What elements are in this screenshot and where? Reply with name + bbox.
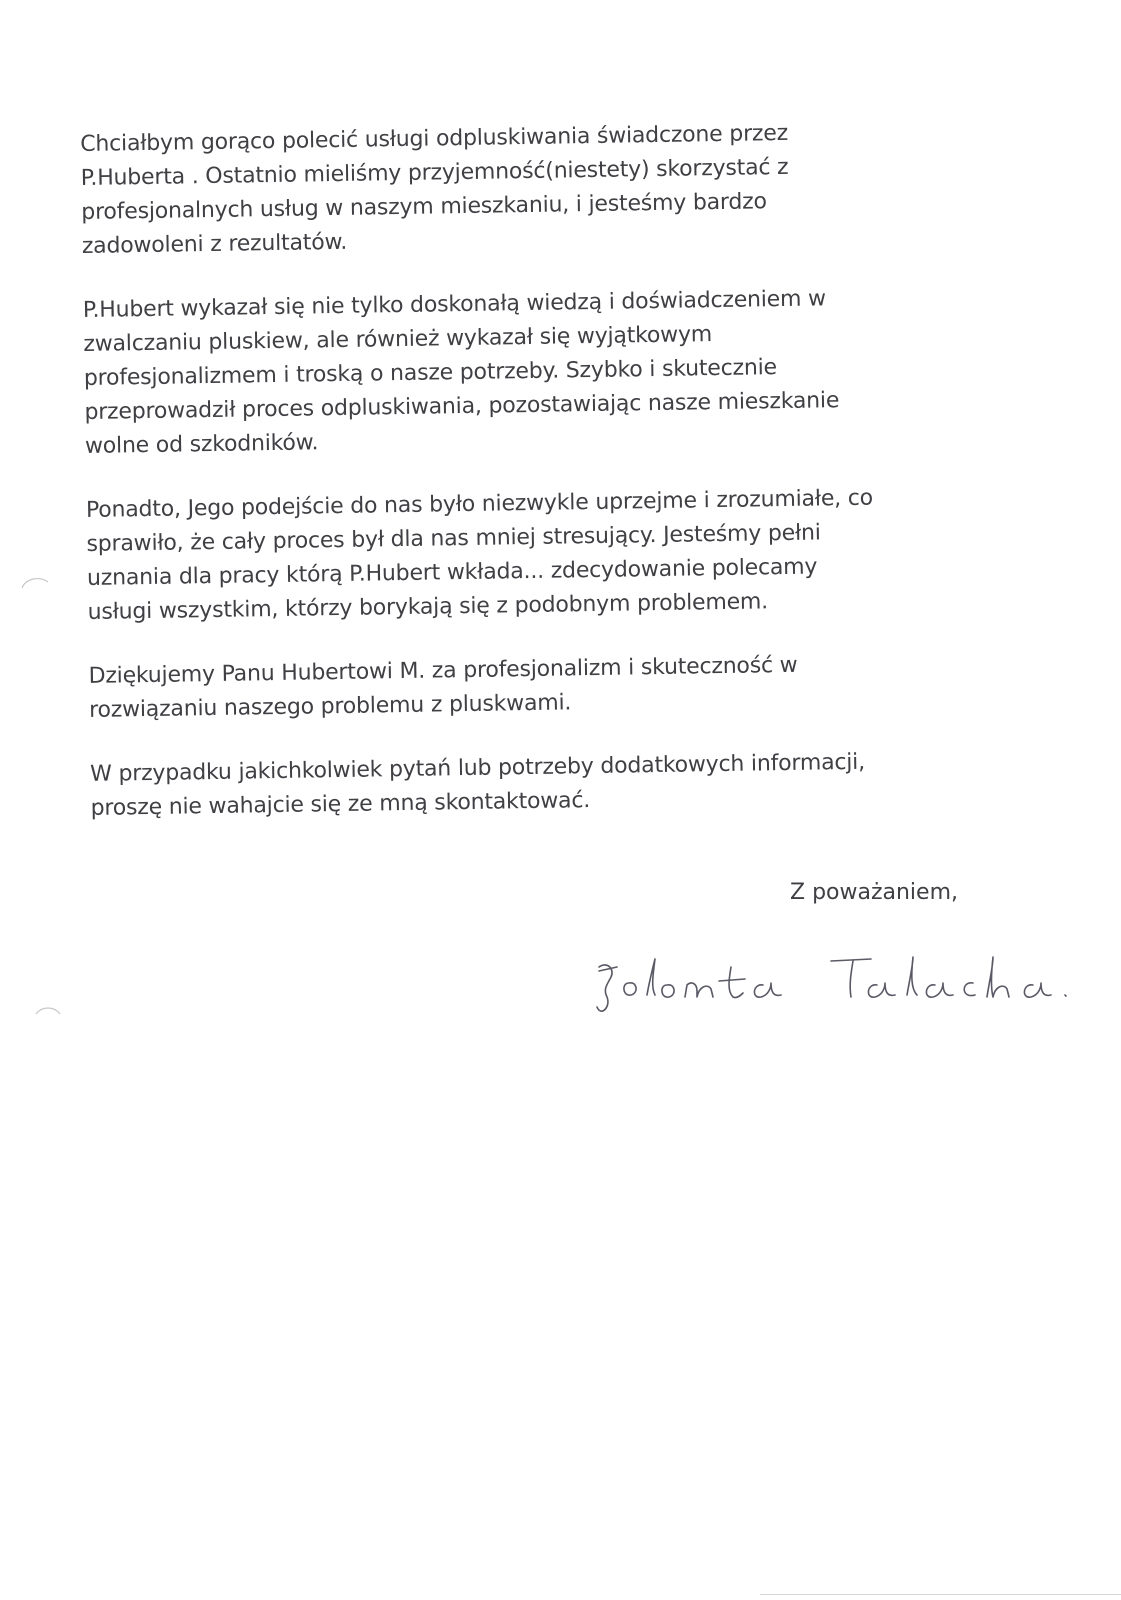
text-line: proszę nie wahajcie się ze mną skontaktować. <box>90 788 591 821</box>
text-line: Dziękujemy Panu Hubertowi M. za profesjonalizm i skuteczność w <box>88 652 798 689</box>
text-line: P.Hubert wykazał się nie tylko doskonałą wiedzą i doświadczeniem w <box>82 286 827 323</box>
paragraph-5 <box>90 744 971 826</box>
text-line: P.Huberta . Ostatnio mieliśmy przyjemność(niestety) skorzystać z <box>80 154 789 191</box>
letter-body <box>80 114 971 856</box>
paragraph-1 <box>80 114 962 264</box>
punch-hole-mark <box>34 1000 64 1020</box>
paragraph-2 <box>83 280 966 464</box>
text-line: profesjonalizmem i troską o nasze potrzeby. Szybko i skutecznie <box>83 355 778 391</box>
text-line: Ponadto, Jego podejście do nas było niezwykle uprzejme i zrozumiałe, co <box>85 485 874 523</box>
text-line: przeprowadził proces odpluskiwania, pozostawiając nasze mieszkanie <box>84 388 840 425</box>
text-line: profesjonalnych usług w naszym mieszkaniu, i jesteśmy bardzo <box>81 189 767 225</box>
text-line: W przypadku jakichkolwiek pytań lub potrzeby dodatkowych informacji, <box>89 749 866 787</box>
text-line: usługi wszystkim, którzy borykają się z podobnym problemem. <box>87 589 769 625</box>
text-line: zwalczaniu pluskiew, ale również wykazał się wyjątkowym <box>83 322 713 357</box>
punch-hole-mark <box>20 572 50 592</box>
text-line: sprawiło, że cały proces był dla nas mniej stresujący. Jesteśmy pełni <box>86 520 821 557</box>
text-line: uznania dla pracy którą P.Hubert wkłada... zdecydowanie polecamy <box>86 554 818 591</box>
paragraph-3 <box>86 480 968 630</box>
text-line: zadowoleni z rezultatów. <box>81 229 348 259</box>
scan-edge-line <box>760 1594 1121 1595</box>
closing-salutation: Z poważaniem, <box>790 880 959 905</box>
paragraph-4 <box>88 646 969 728</box>
text-line: rozwiązaniu naszego problemu z pluskwami. <box>88 690 572 723</box>
text-line: Chciałbym gorąco polecić usługi odpluskiwania świadczone przez <box>80 120 789 157</box>
text-line: wolne od szkodników. <box>84 430 319 459</box>
handwritten-signature <box>595 945 1075 1025</box>
